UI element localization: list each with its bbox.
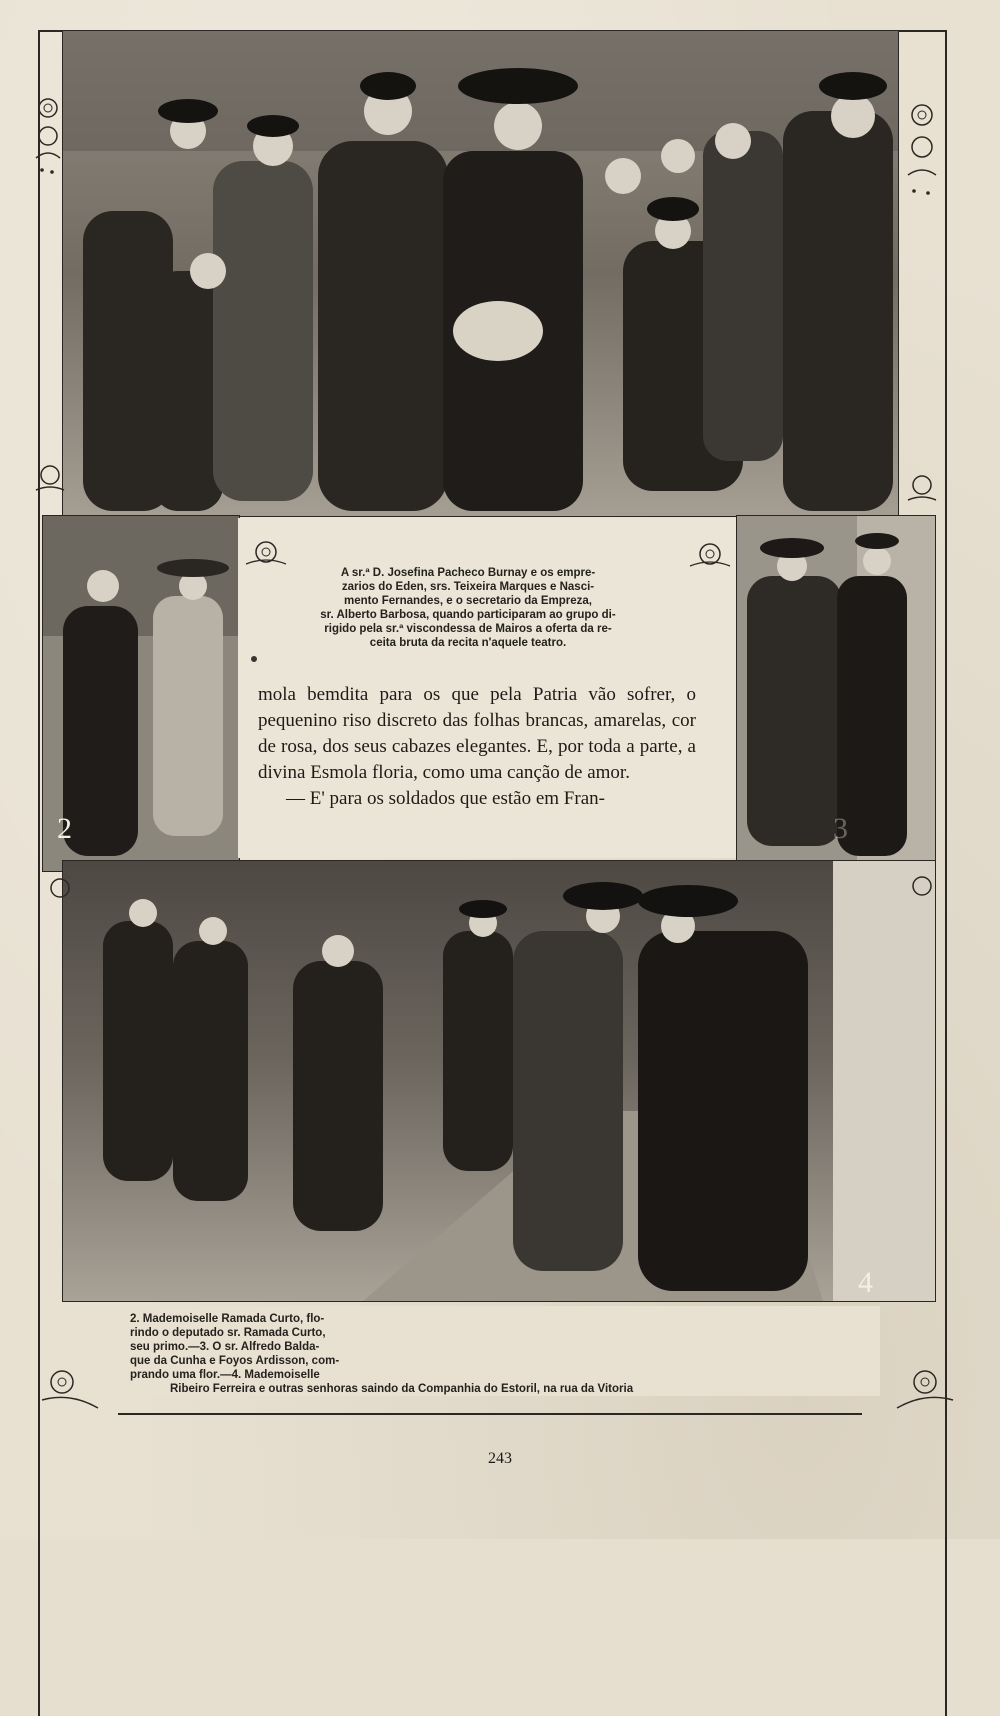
photo-baldaque-ardisson <box>736 515 936 872</box>
caption-top-line: sr. Alberto Barbosa, quando participaram ao grupo di- <box>320 609 616 621</box>
rose-ornament-icon <box>902 95 942 205</box>
rose-ornament-icon <box>28 88 68 178</box>
caption-top-line: ceita bruta da recita n'aquele teatro. <box>369 637 567 649</box>
caption-top-line: mento Fernandes, e o secretario da Empreza, <box>344 595 592 607</box>
caption-top-line: rigido pela sr.ª viscondessa de Mairos a oferta da re- <box>324 623 612 635</box>
caption-bottom-line: que da Cunha e Foyos Ardisson, com- <box>130 1355 340 1367</box>
photo-rua-da-vitoria-image <box>63 861 935 1301</box>
photo-ramada-curto-image <box>43 516 239 871</box>
rose-ornament-icon <box>902 460 942 510</box>
caption-top-line: zarios do Eden, srs. Teixeira Marques e Nasci- <box>341 581 595 593</box>
article-paragraph: mola bemdita para os que pela Patria vão sofrer, o pequenino riso discreto das folhas brancas, amarelas, cor de rosa, dos seus cabazes elegantes. E, por toda a parte, a divina Esmola floria, como uma canção de amor. <box>258 684 696 783</box>
photo-ramada-curto <box>42 515 240 872</box>
bottom-rule <box>0 1410 1000 1420</box>
photo-group-eden <box>62 30 899 517</box>
caption-top-line: A sr.ª D. Josefina Pacheco Burnay e os empre- <box>340 567 596 579</box>
rose-ornament-icon <box>244 530 290 576</box>
caption-bottom-line: prando uma flor.—4. Mademoiselle <box>130 1369 320 1381</box>
photo-number-4: 4 <box>858 1266 873 1299</box>
caption-bottom-line: seu primo.—3. O sr. Alfredo Balda- <box>130 1341 320 1353</box>
rose-ornament-icon <box>40 1348 100 1418</box>
article-paragraph: — E' para os soldados que estão em Fran- <box>286 788 605 809</box>
rose-ornament-icon <box>30 450 70 500</box>
bullet-mark <box>251 656 257 662</box>
rose-ornament-icon <box>895 1348 955 1418</box>
page-number: 243 <box>488 1450 512 1467</box>
caption-bottom-line: rindo o deputado sr. Ramada Curto, <box>130 1327 326 1339</box>
caption-bottom <box>120 1306 880 1396</box>
photo-rua-da-vitoria <box>62 860 936 1302</box>
rose-ornament-icon <box>902 866 942 906</box>
photo-group-eden-image <box>63 31 898 516</box>
caption-bottom-line: 2. Mademoiselle Ramada Curto, flo- <box>130 1313 325 1325</box>
caption-top <box>248 566 688 650</box>
caption-bottom-line: Ribeiro Ferreira e outras senhoras saindo da Companhia do Estoril, na rua da Vitoria <box>170 1383 634 1395</box>
photo-number-2: 2 <box>57 812 72 845</box>
photo-number-3: 3 <box>833 812 848 845</box>
rose-ornament-icon <box>40 868 80 908</box>
rose-ornament-icon <box>688 532 734 578</box>
article-body <box>258 682 696 812</box>
